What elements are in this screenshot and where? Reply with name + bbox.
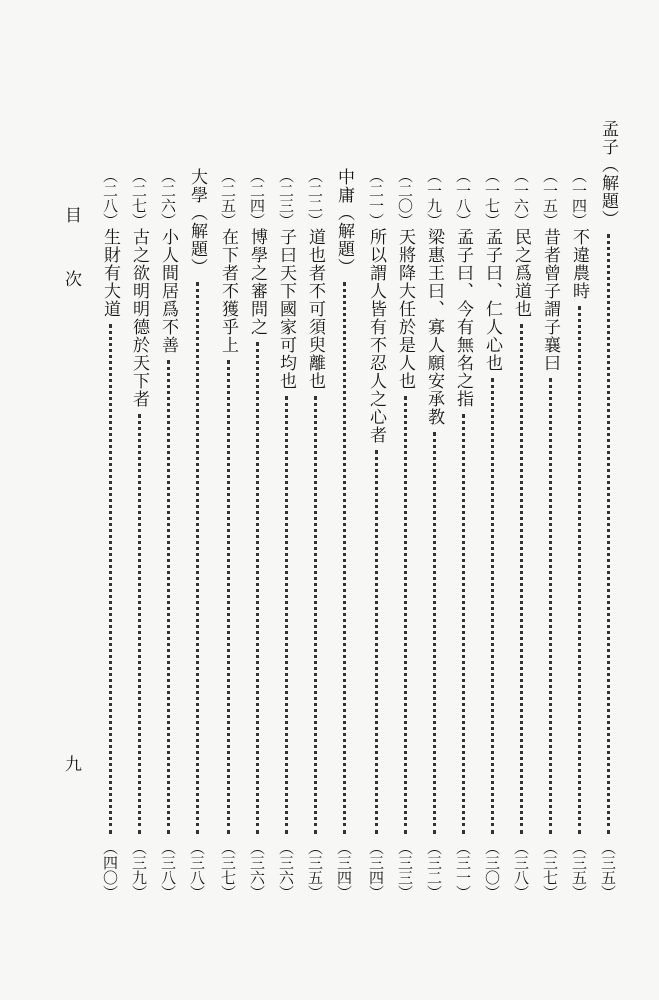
entry-page: （三七） bbox=[219, 840, 237, 900]
toc-entry bbox=[510, 168, 532, 900]
entry-number: （二一） bbox=[367, 168, 385, 228]
toc-entry bbox=[423, 168, 445, 900]
entry-number: （一六） bbox=[512, 168, 530, 228]
entry-title: 孟子曰、仁人心也 bbox=[482, 228, 502, 372]
entry-title: 小人間居爲不善 bbox=[158, 228, 178, 354]
entry-title: 生財有大道 bbox=[100, 228, 120, 318]
toc-entry bbox=[568, 168, 590, 900]
entry-title: 博學之審問之 bbox=[247, 228, 267, 336]
entry-page: （三四） bbox=[335, 840, 353, 900]
leader-dots bbox=[196, 282, 199, 834]
toc-entry bbox=[452, 168, 474, 900]
entry-page: （三四） bbox=[367, 840, 385, 900]
toc-entry bbox=[128, 168, 150, 900]
entry-title: 所以謂人皆有不忍人之心者 bbox=[366, 228, 386, 444]
leader-dots bbox=[314, 396, 317, 834]
toc-entry bbox=[217, 168, 239, 900]
leader-dots bbox=[549, 378, 552, 834]
entry-number: （二五） bbox=[219, 168, 237, 228]
entry-number: （二四） bbox=[248, 168, 266, 228]
entry-title: 不違農時 bbox=[569, 228, 589, 300]
leader-dots bbox=[433, 432, 436, 834]
entry-number: （一九） bbox=[425, 168, 443, 228]
entry-page: （三二） bbox=[425, 840, 443, 900]
entry-page: （三五） bbox=[599, 840, 617, 900]
entry-page: （三八） bbox=[512, 840, 530, 900]
entry-title: 孟子曰、今有無名之指 bbox=[453, 228, 473, 408]
leader-dots bbox=[285, 396, 288, 834]
leader-dots bbox=[256, 342, 259, 834]
entry-number: （二七） bbox=[130, 168, 148, 228]
toc-entry bbox=[157, 168, 179, 900]
entry-number: （二六） bbox=[159, 168, 177, 228]
entry-page: （三〇） bbox=[483, 840, 501, 900]
entry-page: （三八） bbox=[159, 840, 177, 900]
entry-number: （二〇） bbox=[396, 168, 414, 228]
entry-title: 天將降大任於是人也 bbox=[395, 228, 415, 390]
entry-title: 孟子（解題） bbox=[598, 120, 618, 228]
leader-dots bbox=[343, 282, 346, 834]
entry-number: （二三） bbox=[277, 168, 295, 228]
leader-dots bbox=[404, 396, 407, 834]
entry-number: （一八） bbox=[454, 168, 472, 228]
entry-title: 大學（解題） bbox=[187, 168, 207, 276]
entry-title: 昔者曾子謂子襄曰 bbox=[540, 228, 560, 372]
entry-page: （三八） bbox=[188, 840, 206, 900]
entry-number: （二二） bbox=[306, 168, 324, 228]
leader-dots bbox=[462, 414, 465, 834]
leader-dots bbox=[607, 234, 610, 834]
entry-page: （三六） bbox=[277, 840, 295, 900]
leader-dots bbox=[491, 378, 494, 834]
entry-page: （三九） bbox=[130, 840, 148, 900]
entry-title: 道也者不可須臾離也 bbox=[305, 228, 325, 390]
entry-title: 古之欲明明德於天下者 bbox=[129, 228, 149, 408]
leader-dots bbox=[520, 324, 523, 834]
toc-entry bbox=[365, 168, 387, 900]
entry-number: （二八） bbox=[101, 168, 119, 228]
entry-title: 民之爲道也 bbox=[511, 228, 531, 318]
entry-title: 在下者不獲乎上 bbox=[218, 228, 238, 354]
entry-page: （三五） bbox=[570, 840, 588, 900]
entry-title: 梁惠王曰、寡人願安承教 bbox=[424, 228, 444, 426]
toc-heading-doctrine-of-the-mean bbox=[333, 168, 355, 900]
entry-page: （三三） bbox=[396, 840, 414, 900]
leader-dots bbox=[167, 360, 170, 834]
toc-entry bbox=[481, 168, 503, 900]
entry-page: （三一） bbox=[454, 840, 472, 900]
running-header-char-1: 目 bbox=[61, 206, 81, 223]
toc-entry bbox=[304, 168, 326, 900]
entry-page: （三七） bbox=[541, 840, 559, 900]
folio-number: 九 bbox=[61, 755, 81, 772]
entry-title: 中庸（解題） bbox=[334, 168, 354, 276]
entry-page: （四〇） bbox=[101, 840, 119, 900]
toc-entry bbox=[246, 168, 268, 900]
toc-entry bbox=[394, 168, 416, 900]
leader-dots bbox=[578, 306, 581, 834]
toc-heading-great-learning bbox=[186, 168, 208, 900]
entry-number: （一七） bbox=[483, 168, 501, 228]
entry-number: （一四） bbox=[570, 168, 588, 228]
leader-dots bbox=[109, 324, 112, 834]
leader-dots bbox=[227, 360, 230, 834]
running-header-char-2: 次 bbox=[61, 270, 81, 287]
toc-entry bbox=[539, 168, 561, 900]
entry-page: （三六） bbox=[248, 840, 266, 900]
entry-number: （一五） bbox=[541, 168, 559, 228]
toc-entry bbox=[275, 168, 297, 900]
entry-title: 子曰天下國家可均也 bbox=[276, 228, 296, 390]
leader-dots bbox=[138, 414, 141, 834]
toc-entry bbox=[99, 168, 121, 900]
toc-heading-mencius bbox=[597, 120, 619, 900]
leader-dots bbox=[375, 450, 378, 834]
entry-page: （三五） bbox=[306, 840, 324, 900]
